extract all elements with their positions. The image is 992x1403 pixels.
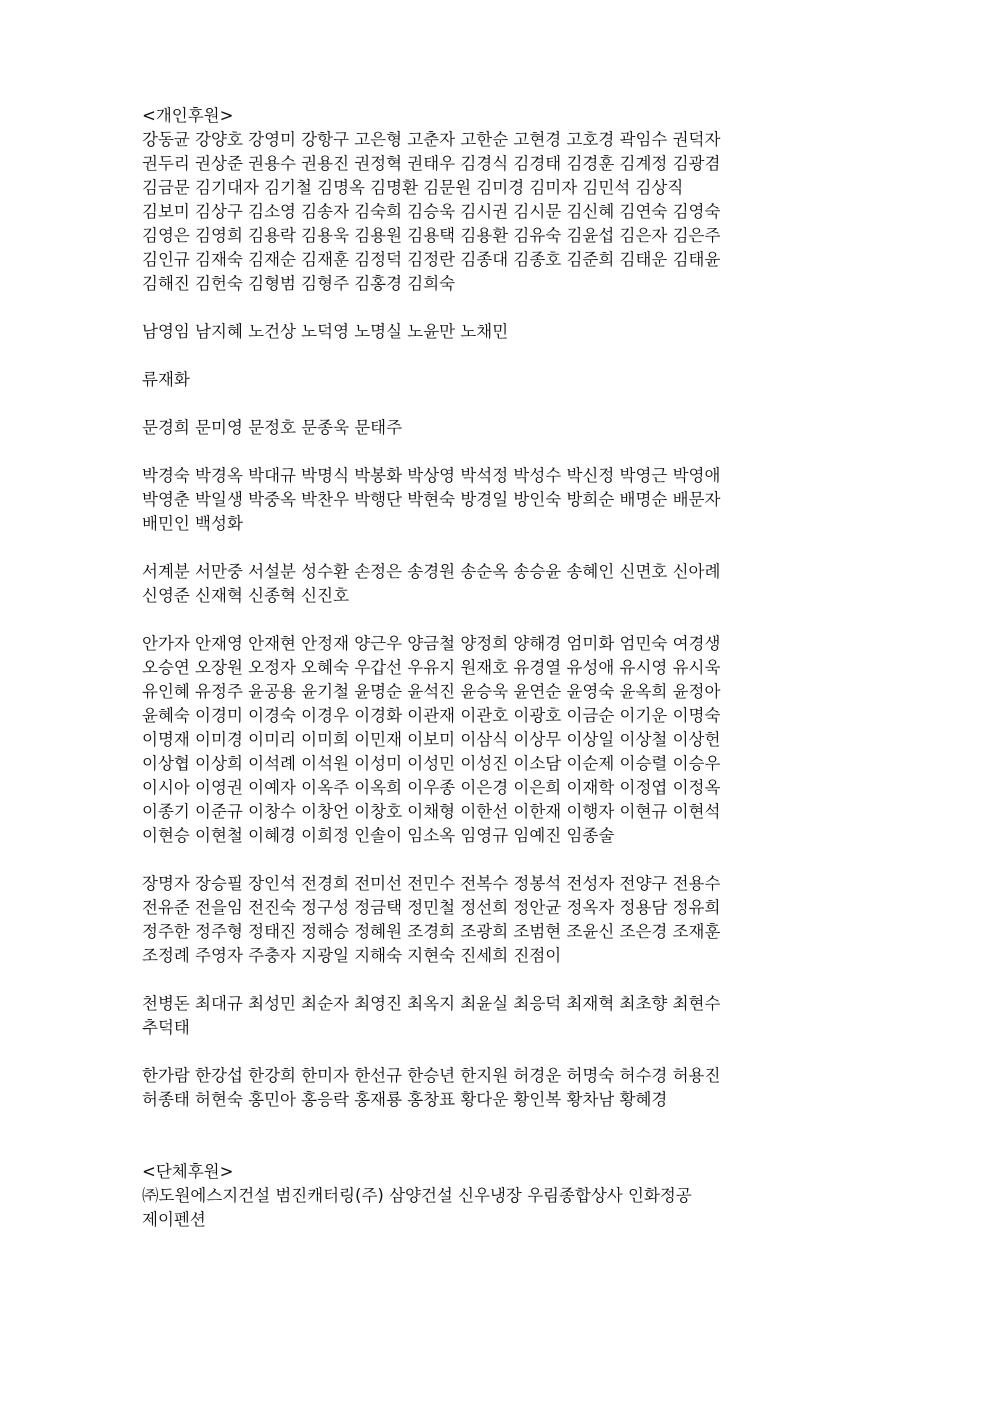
organization-heading: <단체후원> bbox=[142, 1162, 234, 1181]
organization-sponsor-list bbox=[142, 1184, 862, 1232]
sponsor-names-line: 오승연 오장원 오정자 오혜숙 우갑선 우유지 원재호 유경열 유성애 유시영 유시욱 bbox=[142, 658, 721, 677]
sponsor-names-line: 이시아 이영권 이예자 이옥주 이옥희 이우종 이은경 이은희 이재학 이정엽 이정옥 bbox=[142, 778, 721, 797]
sponsor-group bbox=[142, 560, 862, 608]
sponsor-names-line: 김영은 김영희 김용락 김용욱 김용원 김용택 김용환 김유숙 김윤섭 김은자 김은주 bbox=[142, 226, 721, 245]
organization-names-line: 제이펜션 bbox=[142, 1210, 206, 1229]
sponsor-names-line: 이종기 이준규 이창수 이창언 이창호 이채형 이한선 이한재 이행자 이현규 이현석 bbox=[142, 802, 721, 821]
sponsor-names-line: 이상협 이상희 이석례 이석원 이성미 이성민 이성진 이소담 이순제 이승렬 이승우 bbox=[142, 754, 721, 773]
sponsor-names-line: 신영준 신재혁 신종혁 신진호 bbox=[142, 586, 350, 605]
sponsor-group bbox=[142, 320, 862, 344]
sponsor-names-line: 권두리 권상준 권용수 권용진 권정혁 권태우 김경식 김경태 김경훈 김계정 김광겸 bbox=[142, 154, 721, 173]
sponsor-group bbox=[142, 632, 862, 848]
sponsor-names-line: 조정례 주영자 주충자 지광일 지해숙 지현숙 진세희 진점이 bbox=[142, 946, 562, 965]
sponsor-names-line: 박경숙 박경옥 박대규 박명식 박봉화 박상영 박석정 박성수 박신정 박영근 박영애 bbox=[142, 466, 721, 485]
sponsor-group bbox=[142, 368, 862, 392]
sponsor-names-line: 박영춘 박일생 박중옥 박찬우 박행단 박현숙 방경일 방인숙 방희순 배명순 배문자 bbox=[142, 490, 721, 509]
sponsor-group bbox=[142, 872, 862, 968]
sponsor-names-line: 문경희 문미영 문정호 문종욱 문태주 bbox=[142, 418, 403, 437]
sponsor-names-line: 김인규 김재숙 김재순 김재훈 김정덕 김정란 김종대 김종호 김준희 김태운 김태윤 bbox=[142, 250, 721, 269]
sponsor-names-line: 이현승 이현철 이혜경 이희정 인솔이 임소옥 임영규 임예진 임종술 bbox=[142, 826, 615, 845]
sponsor-names-line: 강동균 강양호 강영미 강항구 고은형 고춘자 고한순 고현경 고호경 곽임수 권덕자 bbox=[142, 130, 721, 149]
sponsor-names-line: 서계분 서만중 서설분 성수환 손정은 송경원 송순옥 송승윤 송혜인 신면호 신아례 bbox=[142, 562, 721, 581]
sponsor-names-line: 남영임 남지혜 노건상 노덕영 노명실 노윤만 노채민 bbox=[142, 322, 509, 341]
sponsor-names-line: 류재화 bbox=[142, 370, 190, 389]
sponsor-group bbox=[142, 416, 862, 440]
sponsor-names-line: 정주한 정주형 정태진 정해승 정혜원 조경희 조광희 조범현 조윤신 조은경 조재훈 bbox=[142, 922, 721, 941]
sponsor-names-line: 장명자 장승필 장인석 전경희 전미선 전민수 전복수 정봉석 전성자 전양구 전용수 bbox=[142, 874, 721, 893]
sponsor-group bbox=[142, 992, 862, 1040]
sponsor-names-line: 윤혜숙 이경미 이경숙 이경우 이경화 이관재 이관호 이광호 이금순 이기운 이명숙 bbox=[142, 706, 721, 725]
organization-names-line: ㈜도원에스지건설 범진캐터링(주) 삼양건설 신우냉장 우림종합상사 인화정공 bbox=[142, 1186, 692, 1205]
individual-sponsor-groups bbox=[142, 128, 862, 1112]
sponsor-group bbox=[142, 1064, 862, 1112]
sponsor-names-line: 김보미 김상구 김소영 김송자 김숙희 김승욱 김시권 김시문 김신혜 김연숙 김영숙 bbox=[142, 202, 721, 221]
sponsor-names-line: 유인혜 유정주 윤공용 윤기철 윤명순 윤석진 윤승욱 윤연순 윤영숙 윤옥희 윤정아 bbox=[142, 682, 721, 701]
sponsor-names-line: 이명재 이미경 이미리 이미희 이민재 이보미 이삼식 이상무 이상일 이상철 이상헌 bbox=[142, 730, 721, 749]
sponsor-group bbox=[142, 128, 862, 296]
sponsor-names-line: 허종태 허현숙 홍민아 홍응락 홍재룡 홍창표 황다운 황인복 황차남 황혜경 bbox=[142, 1090, 668, 1109]
individual-heading: <개인후원> bbox=[142, 106, 234, 125]
sponsor-list-page bbox=[142, 104, 862, 1232]
sponsor-names-line: 추덕태 bbox=[142, 1018, 190, 1037]
sponsor-names-line: 안가자 안재영 안재현 안정재 양근우 양금철 양정희 양해경 엄미화 엄민숙 여경생 bbox=[142, 634, 721, 653]
sponsor-names-line: 배민인 백성화 bbox=[142, 514, 243, 533]
sponsor-names-line: 김해진 김헌숙 김형범 김형주 김홍경 김희숙 bbox=[142, 274, 456, 293]
sponsor-names-line: 김금문 김기대자 김기철 김명옥 김명환 김문원 김미경 김미자 김민석 김상직 bbox=[142, 178, 684, 197]
sponsor-names-line: 한가람 한강섭 한강희 한미자 한선규 한승년 한지원 허경운 허명숙 허수경 허용진 bbox=[142, 1066, 721, 1085]
sponsor-names-line: 천병돈 최대규 최성민 최순자 최영진 최옥지 최윤실 최응덕 최재혁 최초향 최현수 bbox=[142, 994, 721, 1013]
sponsor-names-line: 전유준 전을임 전진숙 정구성 정금택 정민철 정선희 정안균 정옥자 정용담 정유희 bbox=[142, 898, 721, 917]
sponsor-group bbox=[142, 464, 862, 536]
